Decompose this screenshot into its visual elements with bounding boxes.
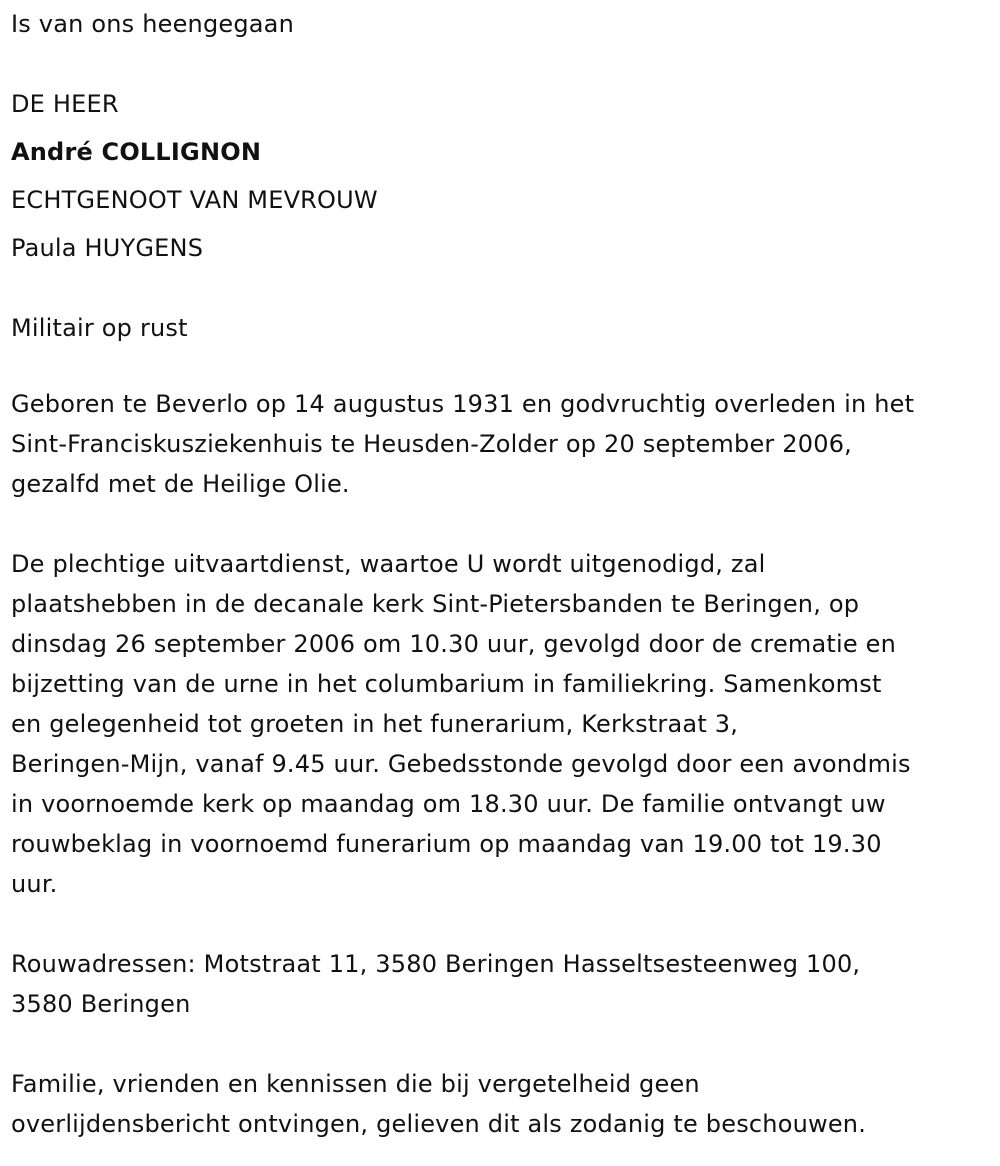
spacer xyxy=(11,904,996,944)
closing-line: Familie, vrienden en kennissen die bij vergetelheid geen xyxy=(11,1070,700,1098)
ceremony-line: en gelegenheid tot groeten in het funerarium, Kerkstraat 3, xyxy=(11,710,739,738)
ceremony-line: Beringen-Mijn, vanaf 9.45 uur. Gebedsstonde gevolgd door een avondmis xyxy=(11,750,911,778)
relation-text: ECHTGENOOT VAN MEVROUW xyxy=(11,186,378,214)
birth-paragraph xyxy=(11,384,996,504)
closing-line: overlijdensbericht ontvingen, gelieven dit als zodanig te beschouwen. xyxy=(11,1110,867,1138)
ceremony-line: uur. xyxy=(11,870,58,898)
spacer xyxy=(11,1024,996,1064)
birth-line: Geboren te Beverlo op 14 augustus 1931 en godvruchtig overleden in het xyxy=(11,390,915,418)
spouse-name: Paula HUYGENS xyxy=(11,234,204,262)
address-line: Rouwadressen: Motstraat 11, 3580 Beringen Hasseltsesteenweg 100, xyxy=(11,950,861,978)
occupation-text: Militair op rust xyxy=(11,314,188,342)
birth-line: Sint-Franciskusziekenhuis te Heusden-Zolder op 20 september 2006, xyxy=(11,430,853,458)
ceremony-line: in voornoemde kerk op maandag om 18.30 uur. De familie ontvangt uw xyxy=(11,790,886,818)
ceremony-line: dinsdag 26 september 2006 om 10.30 uur, gevolgd door de crematie en xyxy=(11,630,897,658)
addresses-paragraph xyxy=(11,944,996,1024)
spacer xyxy=(11,272,996,304)
closing-paragraph xyxy=(11,1064,996,1144)
ceremony-line: De plechtige uitvaartdienst, waartoe U wordt uitgenodigd, zal xyxy=(11,550,766,578)
deceased-name: André COLLIGNON xyxy=(11,138,262,166)
address-line: 3580 Beringen xyxy=(11,990,191,1018)
obituary-document xyxy=(11,0,996,1144)
birth-line: gezalfd met de Heilige Olie. xyxy=(11,470,350,498)
spacer xyxy=(11,352,996,384)
spacer xyxy=(11,504,996,544)
spacer xyxy=(11,48,996,80)
ceremony-line: rouwbeklag in voornoemd funerarium op maandag van 19.00 tot 19.30 xyxy=(11,830,882,858)
ceremony-line: plaatshebben in de decanale kerk Sint-Pietersbanden te Beringen, op xyxy=(11,590,860,618)
honorific-title: DE HEER xyxy=(11,90,119,118)
ceremony-paragraph xyxy=(11,544,996,904)
intro-text: Is van ons heengegaan xyxy=(11,10,295,38)
ceremony-line: bijzetting van de urne in het columbarium in familiekring. Samenkomst xyxy=(11,670,882,698)
